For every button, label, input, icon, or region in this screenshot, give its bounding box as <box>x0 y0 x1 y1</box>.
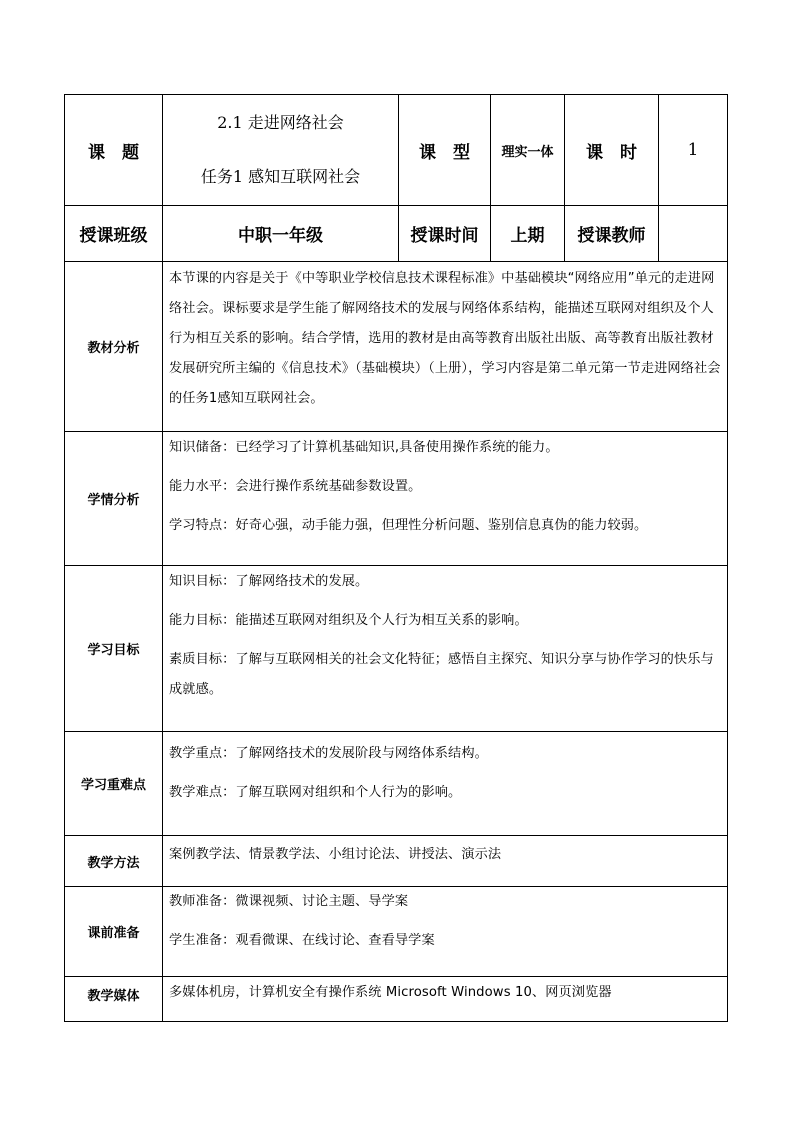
type-label: 课 型 <box>399 95 491 206</box>
material-text: 本节课的内容是关于《中等职业学校信息技术课程标准》中基础模块“网络应用”单元的走进网络社会。课标要求是学生能了解网络技术的发展与网络体系结构，能描述互联网对组织及个人行为相互关系的影响。结合学情，选用的教材是由高等教育出版社出版、高等教育出版社教材发展研究所主编的《信息技术》（基础模块）（上册），学习内容是第二单元第一节走进网络社会的任务1感知互联网社会。 <box>169 271 721 406</box>
teaching-media <box>163 977 728 1022</box>
class-value: 中职一年级 <box>163 206 399 262</box>
learner-line-2: 能力水平：会进行操作系统基础参数设置。 <box>169 479 422 494</box>
preparation-label: 课前准备 <box>65 887 163 977</box>
header-row <box>65 95 728 206</box>
methods-row <box>65 836 728 887</box>
class-info-row <box>65 206 728 262</box>
learning-objectives <box>163 566 728 732</box>
preparation-row <box>65 887 728 977</box>
preparation-line-1: 教师准备：微课视频、讨论主题、导学案 <box>169 894 409 909</box>
material-label: 教材分析 <box>65 262 163 432</box>
keypoints-row <box>65 732 728 836</box>
objectives-row <box>65 566 728 732</box>
material-analysis <box>163 262 728 432</box>
learner-line-3: 学习特点：好奇心强，动手能力强，但理性分析问题、鉴别信息真伪的能力较弱。 <box>169 518 648 533</box>
objective-line-3: 素质目标：了解与互联网相关的社会文化特征；感悟自主探究、知识分享与协作学习的快乐与成就感。 <box>169 652 714 697</box>
teacher-label: 授课教师 <box>565 206 659 262</box>
keypoints-label: 学习重难点 <box>65 732 163 836</box>
keypoint-line-1: 教学重点：了解网络技术的发展阶段与网络体系结构。 <box>169 746 488 761</box>
teaching-methods <box>163 836 728 887</box>
objectives-label: 学习目标 <box>65 566 163 732</box>
key-difficult-points <box>163 732 728 836</box>
media-row <box>65 977 728 1022</box>
time-value: 上期 <box>491 206 565 262</box>
class-label: 授课班级 <box>65 206 163 262</box>
type-value: 理实一体 <box>491 95 565 206</box>
media-label: 教学媒体 <box>65 977 163 1022</box>
period-label: 课 时 <box>565 95 659 206</box>
methods-text: 案例教学法、情景教学法、小组讨论法、讲授法、演示法 <box>169 847 502 862</box>
lesson-title-line2: 任务1 感知互联网社会 <box>200 167 361 186</box>
lesson-plan-table <box>64 94 728 1022</box>
objective-line-2: 能力目标：能描述互联网对组织及个人行为相互关系的影响。 <box>169 613 528 628</box>
period-value: 1 <box>659 95 728 206</box>
learner-label: 学情分析 <box>65 432 163 566</box>
lesson-title <box>163 95 399 206</box>
lesson-title-line1: 2.1 走进网络社会 <box>217 113 344 132</box>
time-label: 授课时间 <box>399 206 491 262</box>
learner-row <box>65 432 728 566</box>
material-row <box>65 262 728 432</box>
teacher-value <box>659 206 728 262</box>
learner-line-1: 知识储备：已经学习了计算机基础知识,具备使用操作系统的能力。 <box>169 440 559 455</box>
preparation-line-2: 学生准备：观看微课、在线讨论、查看导学案 <box>169 933 435 948</box>
pre-class-preparation <box>163 887 728 977</box>
methods-label: 教学方法 <box>65 836 163 887</box>
keypoint-line-2: 教学难点：了解互联网对组织和个人行为的影响。 <box>169 785 462 800</box>
media-text: 多媒体机房，计算机安全有操作系统 Microsoft Windows 10、网页浏览器 <box>169 985 612 1000</box>
objective-line-1: 知识目标：了解网络技术的发展。 <box>169 574 369 589</box>
topic-label: 课 题 <box>65 95 163 206</box>
learner-analysis <box>163 432 728 566</box>
